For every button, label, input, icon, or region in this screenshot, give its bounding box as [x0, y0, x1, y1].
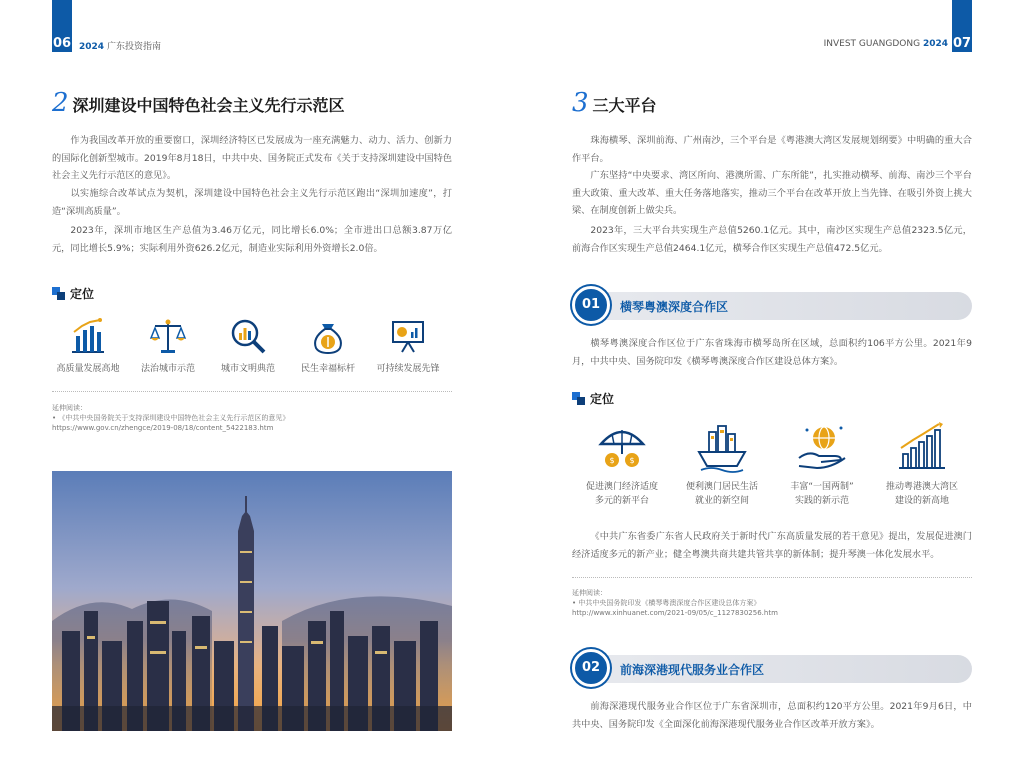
qianhai-paragraph: 前海深港现代服务业合作区位于广东省深圳市，总面积约120平方公里。2021年9月6日，中共中央、国务院印发《全面深化前海深港现代服务业合作区改革开放方案》。 — [572, 701, 972, 730]
icon-label — [772, 480, 872, 508]
scales-icon — [148, 316, 188, 356]
svg-text:$: $ — [609, 456, 615, 465]
icon-label-line1: 便利澳门居民生活 — [685, 482, 758, 492]
icon-label — [672, 480, 772, 508]
icon-label — [872, 480, 972, 508]
growth-chart-icon — [895, 420, 949, 474]
icon-label-line1: 丰富“一国两制” — [790, 482, 854, 492]
section-2-heading — [52, 90, 345, 116]
icon-label-line2: 多元的新平台 — [594, 496, 649, 506]
city-ship-icon — [695, 420, 749, 474]
refs-url[interactable]: https://www.gov.cn/zhengce/2019-08/18/content_5422183.htm — [52, 424, 274, 432]
icon-item — [128, 316, 208, 376]
positioning-title: 定位 — [70, 287, 95, 301]
left-page-number: 06 — [52, 36, 72, 51]
section-3-number: 3 — [572, 88, 589, 118]
svg-text:$: $ — [629, 456, 635, 465]
money-bag-icon — [308, 316, 348, 356]
icon-label: 可持续发展先锋 — [376, 364, 440, 374]
qianhai-title: 前海深港现代服务业合作区 — [620, 663, 765, 677]
refs-url[interactable]: http://www.xinhuanet.com/2021-09/05/c_1127830256.htm — [572, 609, 778, 617]
icon-item — [572, 420, 672, 508]
section-2-paragraph-1: 作为我国改革开放的重要窗口，深圳经济特区已发展成为一座充满魅力、动力、活力、创新力的国际化创新型城市。2019年8月18日，中共中央、国务院正式发布《关于支持深圳建设中国特色社会主义先行示范区的意见》。 — [52, 135, 452, 181]
divider — [52, 391, 452, 392]
positioning-title: 定位 — [590, 392, 615, 406]
icon-item — [672, 420, 772, 508]
hengqin-further-reading — [572, 588, 972, 618]
heading-marker-icon — [52, 287, 65, 300]
hengqin-number-badge: 01 — [572, 286, 610, 324]
refs-title: 延伸阅读： — [52, 404, 87, 412]
right-running-header — [824, 39, 948, 49]
section-2-paragraph-3: 2023年，深圳市地区生产总值为3.46万亿元，同比增长6.0%；全市进出口总额3.87万亿元，同比增长5.9%；实际利用外资626.2亿元，制造业实际利用外资增长2.0倍。 — [52, 225, 452, 254]
icon-label: 城市文明典范 — [220, 364, 275, 374]
right-header-year: 2024 — [922, 39, 948, 49]
section-2-paragraph-2: 以实施综合改革试点为契机，深圳建设中国特色社会主义先行示范区跑出“深圳加速度”，打造“深圳高质量”。 — [52, 188, 452, 217]
left-header-title: 广东投资指南 — [106, 42, 161, 52]
heading-marker-icon — [572, 392, 585, 405]
hengqin-paragraph: 横琴粤澳深度合作区位于广东省珠海市横琴岛所在区域，总面积约106平方公里。2021年9月，中共中央、国务院印发《横琴粤澳深度合作区建设总体方案》。 — [572, 338, 972, 367]
section-3-title: 三大平台 — [592, 96, 657, 115]
section-3-heading — [572, 90, 657, 116]
left-header-year: 2024 — [79, 42, 105, 52]
right-header-title: INVEST GUANGDONG — [823, 39, 921, 49]
refs-item: • 中共中央国务院印发《横琴粤澳深度合作区建设总体方案》 — [572, 599, 761, 607]
icon-item — [772, 420, 872, 508]
shenzhen-skyline-photo — [52, 471, 452, 731]
icon-item — [368, 316, 448, 376]
icon-label: 高质量发展高地 — [56, 364, 120, 374]
icon-label-line1: 推动粤港澳大湾区 — [885, 482, 958, 492]
icon-item — [872, 420, 972, 508]
icon-label-line1: 促进澳门经济适度 — [585, 482, 658, 492]
section-2-further-reading — [52, 403, 452, 433]
icon-label — [572, 480, 672, 508]
icon-label-line2: 建设的新高地 — [894, 496, 949, 506]
divider — [572, 577, 972, 578]
section-2-positioning-heading — [52, 285, 94, 302]
icon-label-line2: 就业的新空间 — [694, 496, 749, 506]
hengqin-icon-row — [572, 420, 972, 508]
icon-item — [48, 316, 128, 376]
qianhai-number-badge: 02 — [572, 649, 610, 687]
section-2-title: 深圳建设中国特色社会主义先行示范区 — [72, 96, 345, 115]
hengqin-quote: 《中共广东省委广东省人民政府关于新时代广东高质量发展的若干意见》提出，发展促进澳门经济适度多元的新产业；健全粤澳共商共建共管共享的新体制；提升琴澳一体化发展水平。 — [572, 531, 972, 560]
section-3-paragraph-3: 2023年，三大平台共实现生产总值5260.1亿元。其中，南沙区实现生产总值2323.5亿元，前海合作区实现生产总值2464.1亿元，横琴合作区实现生产总值472.5亿元。 — [572, 225, 972, 254]
refs-item: • 《中共中央国务院关于支持深圳建设中国特色社会主义先行示范区的意见》 — [52, 414, 290, 422]
globe-hand-icon — [795, 420, 849, 474]
section-2-icon-row — [48, 316, 448, 376]
icon-item — [288, 316, 368, 376]
hengqin-title: 横琴粤澳深度合作区 — [620, 300, 729, 314]
umbrella-coins-icon — [595, 420, 649, 474]
hengqin-positioning-heading — [572, 390, 614, 407]
section-2-number: 2 — [52, 88, 69, 118]
icon-label: 民生幸福标杆 — [300, 364, 355, 374]
section-3-paragraph-1: 珠海横琴、深圳前海、广州南沙，三个平台是《粤港澳大湾区发展规划纲要》中明确的重大合作平台。 — [572, 135, 972, 164]
magnifier-icon — [228, 316, 268, 356]
refs-title: 延伸阅读： — [572, 589, 607, 597]
icon-label: 法治城市示范 — [140, 364, 195, 374]
section-3-paragraph-2: 广东坚持“中央要求、湾区所向、港澳所需、广东所能”，扎实推动横琴、前海、南沙三个平台重大政策、重大改革、重大任务落地落实，推动三个平台在改革开放上当先锋、在吸引外资上挑大梁、在制度创新上做尖兵。 — [572, 170, 972, 216]
right-page-number: 07 — [952, 36, 972, 51]
bar-chart-icon — [68, 316, 108, 356]
left-running-header — [79, 39, 161, 52]
presentation-icon — [388, 316, 428, 356]
icon-label-line2: 实践的新示范 — [794, 496, 849, 506]
icon-item — [208, 316, 288, 376]
